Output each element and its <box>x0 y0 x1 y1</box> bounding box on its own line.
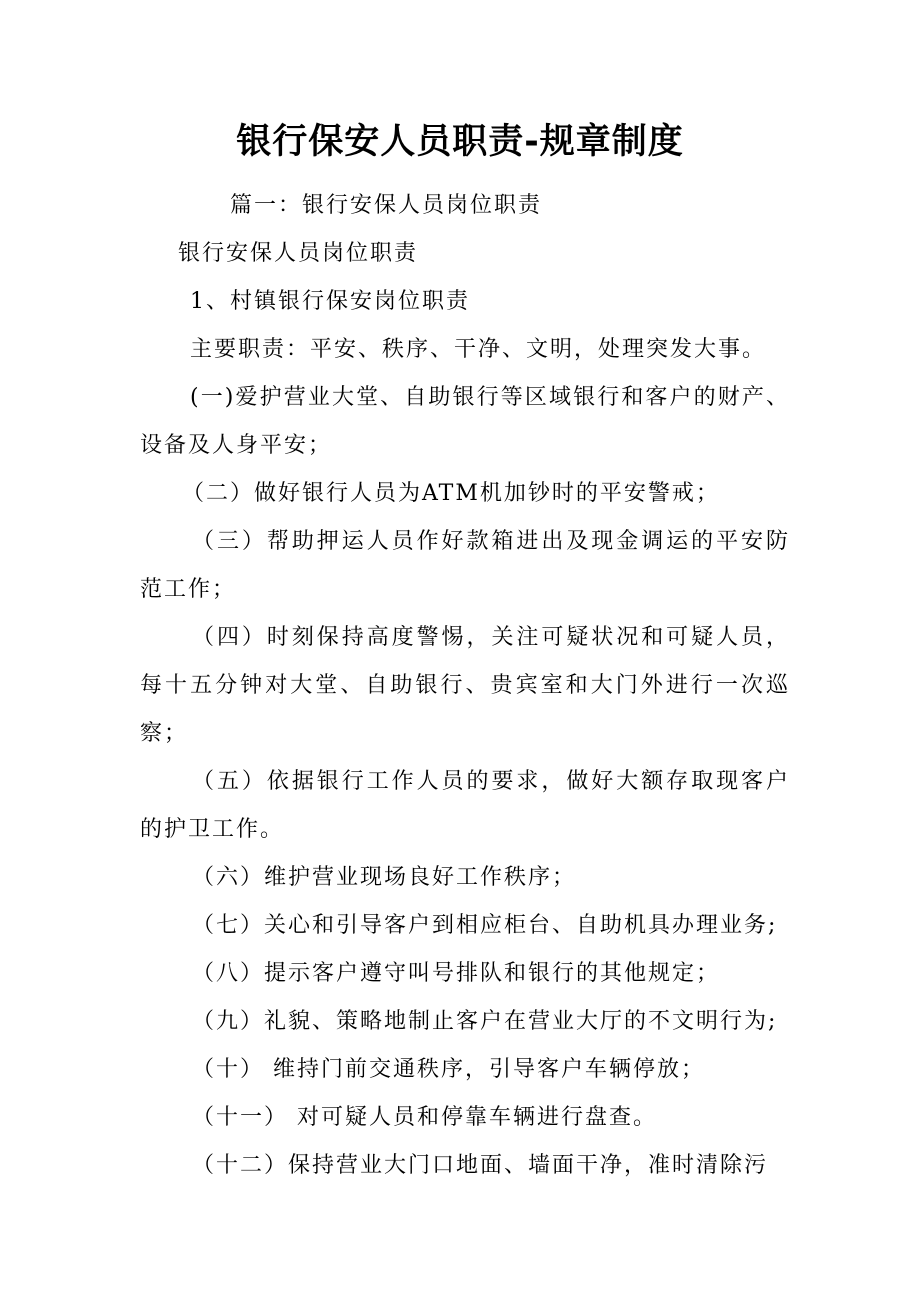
duty-item-7: （七）关心和引导客户到相应柜台、自助机具办理业务; <box>192 913 778 938</box>
duty-item-1: (一)爱护营业大堂、自助银行等区域银行和客户的财产、设备及人身平安； <box>140 385 790 458</box>
duty-item-5: （五）依据银行工作人员的要求，做好大额存取现客户的护卫工作。 <box>140 769 790 842</box>
duty-item-8: （八）提示客户遵守叫号排队和银行的其他规定； <box>192 961 721 986</box>
duty-item-12: （十二）保持营业大门口地面、墙面干净，准时清除污 <box>192 1153 769 1178</box>
duty-item-9: （九）礼貌、策略地制止客户在营业大厅的不文明行为; <box>192 1009 778 1034</box>
document-title: 银行保安人员职责-规章制度 <box>236 122 684 162</box>
main-duty: 主要职责：平安、秩序、干净、文明，处理突发大事。 <box>190 337 767 362</box>
duty-item-10: （十） 维持门前交通秩序，引导客户车辆停放； <box>192 1057 705 1082</box>
subsection-heading: 1、村镇银行保安岗位职责 <box>190 289 470 314</box>
duty-item-6: （六）维护营业现场良好工作秩序； <box>192 865 577 890</box>
duty-item-3: （三）帮助押运人员作好款箱进出及现金调运的平安防范工作； <box>140 529 790 602</box>
duty-item-11: （十一） 对可疑人员和停靠车辆进行盘查。 <box>192 1105 657 1130</box>
duty-item-2: （二）做好银行人员为ATM机加钞时的平安警戒； <box>182 481 720 506</box>
duty-item-4: （四）时刻保持高度警惕，关注可疑状况和可疑人员，每十五分钟对大堂、自助银行、贵宾室和大门外进行一次巡察； <box>140 625 790 746</box>
section-heading: 银行安保人员岗位职责 <box>178 241 419 266</box>
subtitle: 篇一：银行安保人员岗位职责 <box>230 193 543 218</box>
